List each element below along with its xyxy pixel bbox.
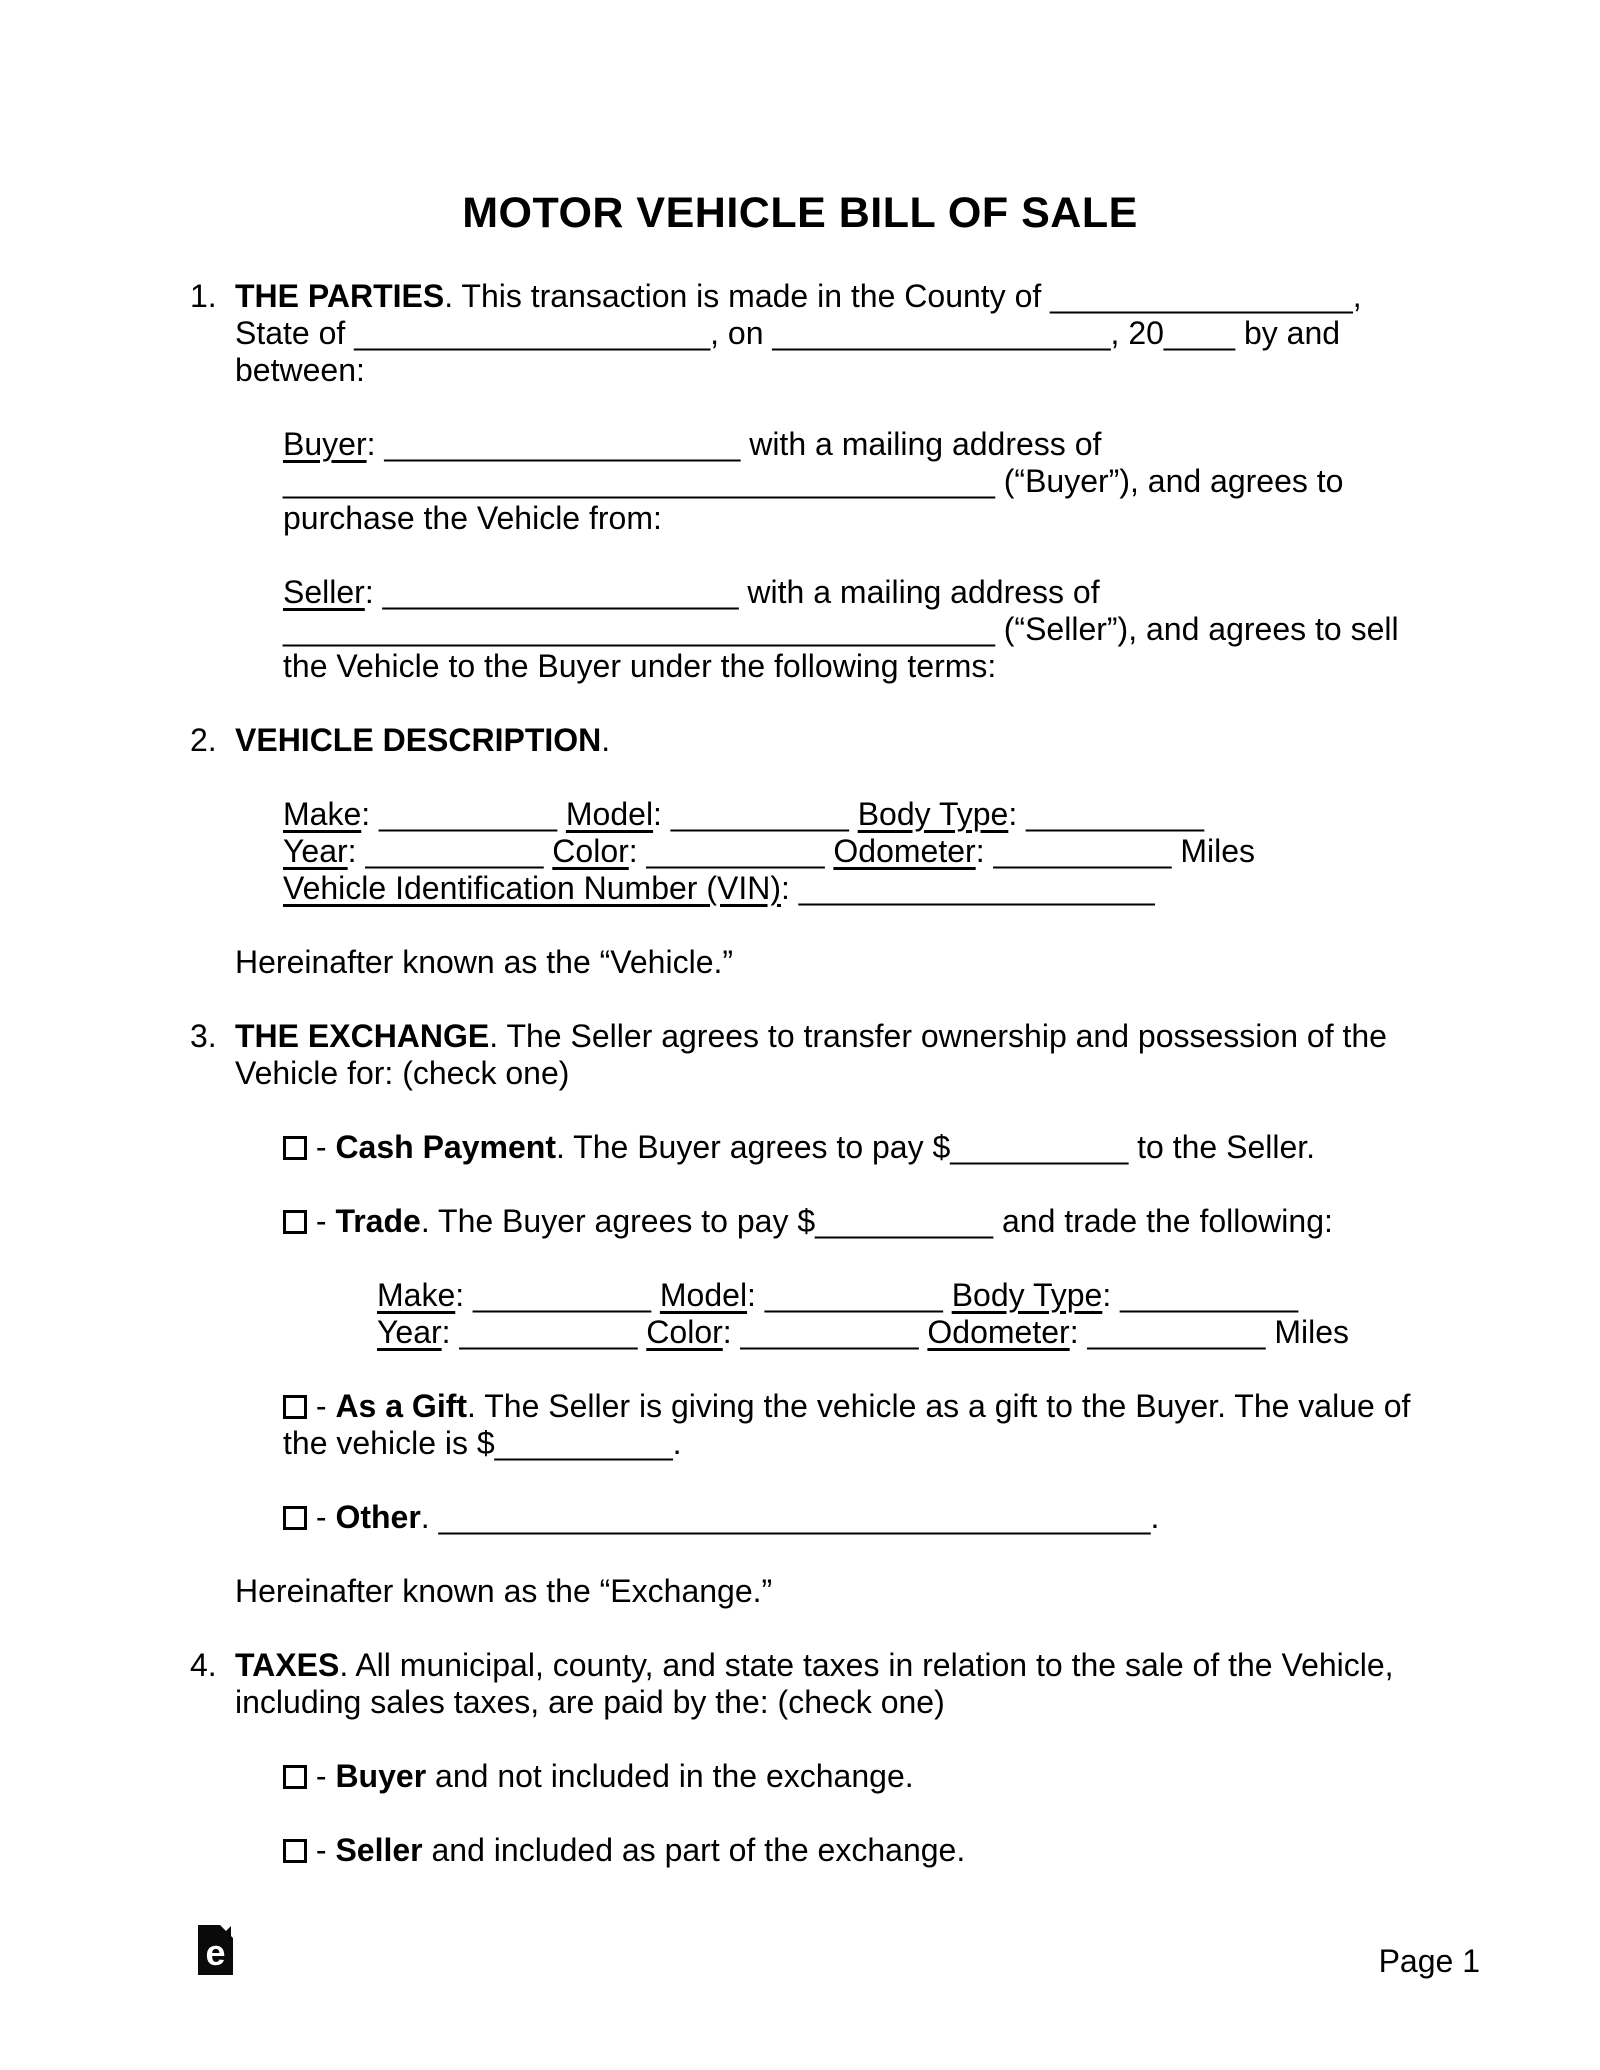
blank-color: __________ <box>646 833 825 869</box>
checkbox-unchecked-icon <box>283 1136 307 1160</box>
text-run: the vehicle is $ <box>283 1425 495 1461</box>
text-run: . <box>601 722 611 758</box>
text-run: the Vehicle to the Buyer under the following terms: <box>283 648 997 684</box>
spacer-line <box>0 981 1600 1018</box>
text-run: : <box>628 833 647 869</box>
text-run: State of <box>235 315 355 351</box>
option-label-taxes-seller: Seller <box>335 1832 423 1868</box>
list-number-1: 1. <box>190 278 217 314</box>
text-run: and trade the following: <box>993 1203 1333 1239</box>
text-run <box>543 833 552 869</box>
text-run <box>943 1277 952 1313</box>
text-run: : <box>747 1277 765 1313</box>
buyer-paragraph-line <box>0 500 1600 537</box>
label-color: Color <box>552 833 629 869</box>
label-model: Model <box>659 1277 748 1313</box>
checkbox-unchecked-icon <box>283 1765 307 1789</box>
text-run: Vehicle for: (check one) <box>235 1055 570 1091</box>
blank-odometer: __________ <box>993 833 1172 869</box>
text-run: : <box>975 833 994 869</box>
blank-trade-year: __________ <box>459 1314 638 1350</box>
section-1-parties-line <box>0 315 1600 352</box>
vehicle-fields-line <box>0 833 1600 870</box>
text-run: (“Buyer”), and agrees to <box>994 463 1344 499</box>
spacer-line <box>0 1351 1600 1388</box>
blank-vin: ____________________ <box>798 870 1155 906</box>
blank-year: ____ <box>1163 315 1236 351</box>
option-label-cash-payment: Cash Payment <box>335 1129 556 1165</box>
spacer-line <box>0 1795 1600 1832</box>
vehicle-fields-line <box>0 870 1600 907</box>
blank-model: __________ <box>670 796 849 832</box>
spacer-line <box>0 1721 1600 1758</box>
label-color: Color <box>646 1314 723 1350</box>
label-vin: Vehicle Identification Number (VIN) <box>283 870 781 906</box>
hereinafter-exchange-line <box>0 1573 1600 1610</box>
label-seller: Seller <box>283 574 365 610</box>
blank-trade-color: __________ <box>740 1314 919 1350</box>
text-run: and not included in the exchange. <box>426 1758 914 1794</box>
blank-state: ____________________ <box>354 315 711 351</box>
blank-seller-address: ________________________________________ <box>283 611 995 647</box>
option-label-other: Other <box>335 1499 421 1535</box>
spacer-line <box>0 907 1600 944</box>
document-body <box>0 278 1600 1869</box>
text-run <box>637 1314 646 1350</box>
text-run: with a mailing address of <box>740 426 1102 462</box>
text-run: Miles <box>1265 1314 1349 1350</box>
section-heading-vehicle-description: VEHICLE DESCRIPTION <box>235 722 602 758</box>
spacer-line <box>0 685 1600 722</box>
text-run: by and <box>1235 315 1341 351</box>
option-label-trade: Trade <box>335 1203 421 1239</box>
text-run <box>849 796 858 832</box>
text-run: - <box>307 1832 336 1868</box>
buyer-paragraph-line <box>0 426 1600 463</box>
text-run: Miles <box>1171 833 1255 869</box>
text-run: : <box>347 833 366 869</box>
spacer-line <box>0 537 1600 574</box>
buyer-paragraph-line <box>0 463 1600 500</box>
text-run: : <box>1102 1277 1121 1313</box>
text-run: (“Seller”), and agrees to sell <box>994 611 1399 647</box>
eforms-logo <box>198 1925 233 1975</box>
checkbox-unchecked-icon <box>283 1506 307 1530</box>
checkbox-unchecked-icon <box>283 1839 307 1863</box>
spacer-line <box>0 1092 1600 1129</box>
checkbox-option-gift <box>0 1425 1600 1462</box>
blank-buyer-name: ____________________ <box>384 426 741 462</box>
blank-trade-odometer: __________ <box>1087 1314 1266 1350</box>
blank-vehicle-year: __________ <box>365 833 544 869</box>
label-make: Make <box>283 796 362 832</box>
text-run: - <box>307 1129 336 1165</box>
text-run: . The Seller is giving the vehicle as a gift to the Buyer. The value of <box>467 1388 1411 1424</box>
section-heading-exchange: THE EXCHANGE <box>235 1018 490 1054</box>
blank-gift-value: __________ <box>494 1425 673 1461</box>
text-run: . The Buyer agrees to pay $ <box>420 1203 816 1239</box>
section-4-taxes-line <box>0 1647 1600 1684</box>
trade-vehicle-fields-line <box>0 1277 1600 1314</box>
list-number-4: 4. <box>190 1647 217 1683</box>
spacer-line <box>0 1240 1600 1277</box>
text-run: to the Seller. <box>1128 1129 1316 1165</box>
checkbox-option-gift <box>0 1388 1600 1425</box>
spacer-line <box>0 1536 1600 1573</box>
label-odometer: Odometer <box>833 833 976 869</box>
text-run: - <box>307 1203 336 1239</box>
text-run: . All municipal, county, and state taxes in relation to the sale of the Vehicle, <box>339 1647 1394 1683</box>
blank-make: __________ <box>379 796 557 832</box>
text-run: - <box>307 1758 336 1794</box>
spacer-line <box>0 1610 1600 1647</box>
blank-trade-model: __________ <box>764 1277 943 1313</box>
blank-date: ___________________ <box>772 315 1111 351</box>
spacer-line <box>0 759 1600 796</box>
text-run: : <box>1008 796 1027 832</box>
checkbox-option-other <box>0 1499 1600 1536</box>
blank-trade-body-type: __________ <box>1120 1277 1299 1313</box>
blank-buyer-address: ________________________________________ <box>283 463 995 499</box>
section-heading-taxes: TAXES <box>235 1647 340 1683</box>
text-run: , on <box>710 315 773 351</box>
text-run: : <box>366 426 385 462</box>
text-run: . The Buyer agrees to pay $ <box>555 1129 951 1165</box>
text-run: between: <box>235 352 365 388</box>
hereinafter-vehicle-line <box>0 944 1600 981</box>
label-body-type: Body Type <box>951 1277 1103 1313</box>
trade-vehicle-fields-line <box>0 1314 1600 1351</box>
text-run: . <box>672 1425 682 1461</box>
blank-county: _________________ <box>1050 278 1353 314</box>
text-run: . This transaction is made in the County of <box>444 278 1051 314</box>
text-run: : <box>781 870 799 906</box>
section-1-parties-line <box>0 352 1600 389</box>
text-run: , 20 <box>1110 315 1164 351</box>
text-run: and included as part of the exchange. <box>422 1832 966 1868</box>
text-run: : <box>441 1314 460 1350</box>
checkbox-option-taxes-buyer <box>0 1758 1600 1795</box>
text-run: : <box>722 1314 741 1350</box>
text-run: including sales taxes, are paid by the: (check one) <box>235 1684 945 1720</box>
label-year: Year <box>377 1314 442 1350</box>
seller-paragraph-line <box>0 611 1600 648</box>
label-model: Model <box>565 796 654 832</box>
blank-other: ________________________________________ <box>438 1499 1151 1535</box>
text-run: : <box>364 574 383 610</box>
eforms-logo-letter: e <box>205 1932 226 1973</box>
label-buyer: Buyer <box>283 426 367 462</box>
text-run: , <box>1352 278 1362 314</box>
text-run: . The Seller agrees to transfer ownership and possession of the <box>489 1018 1387 1054</box>
option-label-taxes-buyer: Buyer <box>335 1758 427 1794</box>
text-run: : <box>455 1277 474 1313</box>
label-year: Year <box>283 833 348 869</box>
vehicle-fields-line <box>0 796 1600 833</box>
blank-seller-name: ____________________ <box>382 574 739 610</box>
section-2-vehicle-description-line <box>0 722 1600 759</box>
text-run: Hereinafter known as the “Exchange.” <box>235 1573 773 1609</box>
blank-body-type: __________ <box>1026 796 1205 832</box>
text-run: : <box>1069 1314 1088 1350</box>
text-run <box>557 796 566 832</box>
label-odometer: Odometer <box>927 1314 1070 1350</box>
label-body-type: Body Type <box>857 796 1009 832</box>
spacer-line <box>0 1166 1600 1203</box>
spacer-line <box>0 389 1600 426</box>
text-run: - <box>307 1388 336 1424</box>
section-1-parties-line <box>0 278 1600 315</box>
checkbox-unchecked-icon <box>283 1210 307 1234</box>
checkbox-option-taxes-seller <box>0 1832 1600 1869</box>
text-run: - <box>307 1499 336 1535</box>
label-make: Make <box>377 1277 456 1313</box>
checkbox-option-cash-payment <box>0 1129 1600 1166</box>
text-run: . <box>420 1499 439 1535</box>
blank-trade-amount: __________ <box>815 1203 994 1239</box>
section-3-exchange-line <box>0 1055 1600 1092</box>
blank-trade-make: __________ <box>473 1277 651 1313</box>
text-run <box>651 1277 660 1313</box>
spacer-line <box>0 1462 1600 1499</box>
section-4-taxes-line <box>0 1684 1600 1721</box>
text-run: : <box>653 796 671 832</box>
document-title: MOTOR VEHICLE BILL OF SALE <box>462 189 1138 237</box>
text-run: Hereinafter known as the “Vehicle.” <box>235 944 734 980</box>
list-number-2: 2. <box>190 722 217 758</box>
list-number-3: 3. <box>190 1018 217 1054</box>
checkbox-option-trade <box>0 1203 1600 1240</box>
option-label-gift: As a Gift <box>335 1388 468 1424</box>
blank-cash-amount: __________ <box>950 1129 1129 1165</box>
text-run: purchase the Vehicle from: <box>283 500 662 536</box>
seller-paragraph-line <box>0 648 1600 685</box>
text-run: . <box>1150 1499 1160 1535</box>
section-heading-parties: THE PARTIES <box>235 278 445 314</box>
checkbox-unchecked-icon <box>283 1395 307 1419</box>
seller-paragraph-line <box>0 574 1600 611</box>
text-run: with a mailing address of <box>738 574 1100 610</box>
section-3-exchange-line <box>0 1018 1600 1055</box>
text-run: : <box>361 796 380 832</box>
page-number-label: Page 1 <box>1378 1943 1480 1979</box>
